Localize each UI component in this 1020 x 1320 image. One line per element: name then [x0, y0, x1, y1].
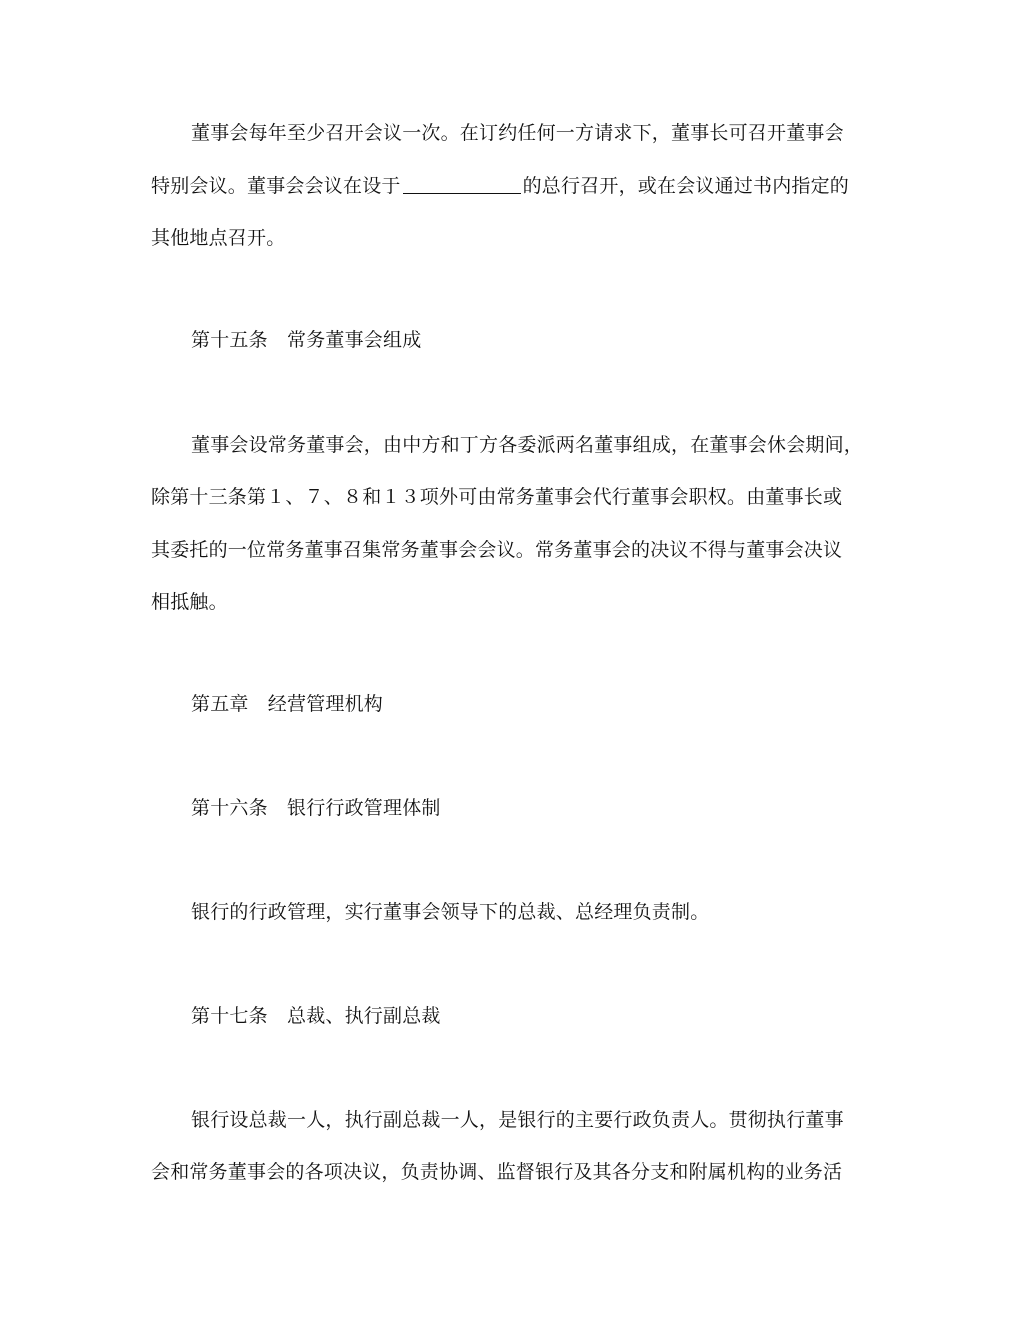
fill-in-blank: [403, 175, 521, 194]
article-heading: 第十七条 总裁、执行副总裁: [191, 1005, 441, 1027]
paragraph-line: 董事会设常务董事会，由中方和丁方各委派两名董事组成，在董事会休会期间，: [191, 434, 864, 456]
paragraph-line: 董事会每年至少召开会议一次。在订约任何一方请求下，董事长可召开董事会: [191, 122, 844, 144]
paragraph-line: 其委托的一位常务董事召集常务董事会会议。常务董事会的决议不得与董事会决议: [151, 539, 843, 561]
article-heading: 第十五条 常务董事会组成: [191, 329, 422, 351]
paragraph-line: 相抵触。: [151, 591, 228, 613]
article-heading: 第十六条 银行行政管理体制: [191, 797, 441, 819]
text-segment: 的总行召开，或在会议通过书内指定的: [522, 175, 850, 197]
paragraph-line: 银行的行政管理，实行董事会领导下的总裁、总经理负责制。: [191, 901, 710, 923]
paragraph-line: 银行设总裁一人，执行副总裁一人，是银行的主要行政负责人。贯彻执行董事: [191, 1109, 844, 1131]
chapter-heading: 第五章 经营管理机构: [191, 693, 384, 715]
text-segment: 特别会议。董事会会议在设于: [151, 175, 401, 197]
paragraph-line: 会和常务董事会的各项决议，负责协调、监督银行及其各分支和附属机构的业务活: [151, 1161, 843, 1183]
paragraph-line: 除第十三条第１、７、８和１３项外可由常务董事会代行董事会职权。由董事长或: [151, 486, 843, 508]
paragraph-line: 其他地点召开。: [151, 227, 286, 249]
paragraph-line: [151, 174, 849, 198]
